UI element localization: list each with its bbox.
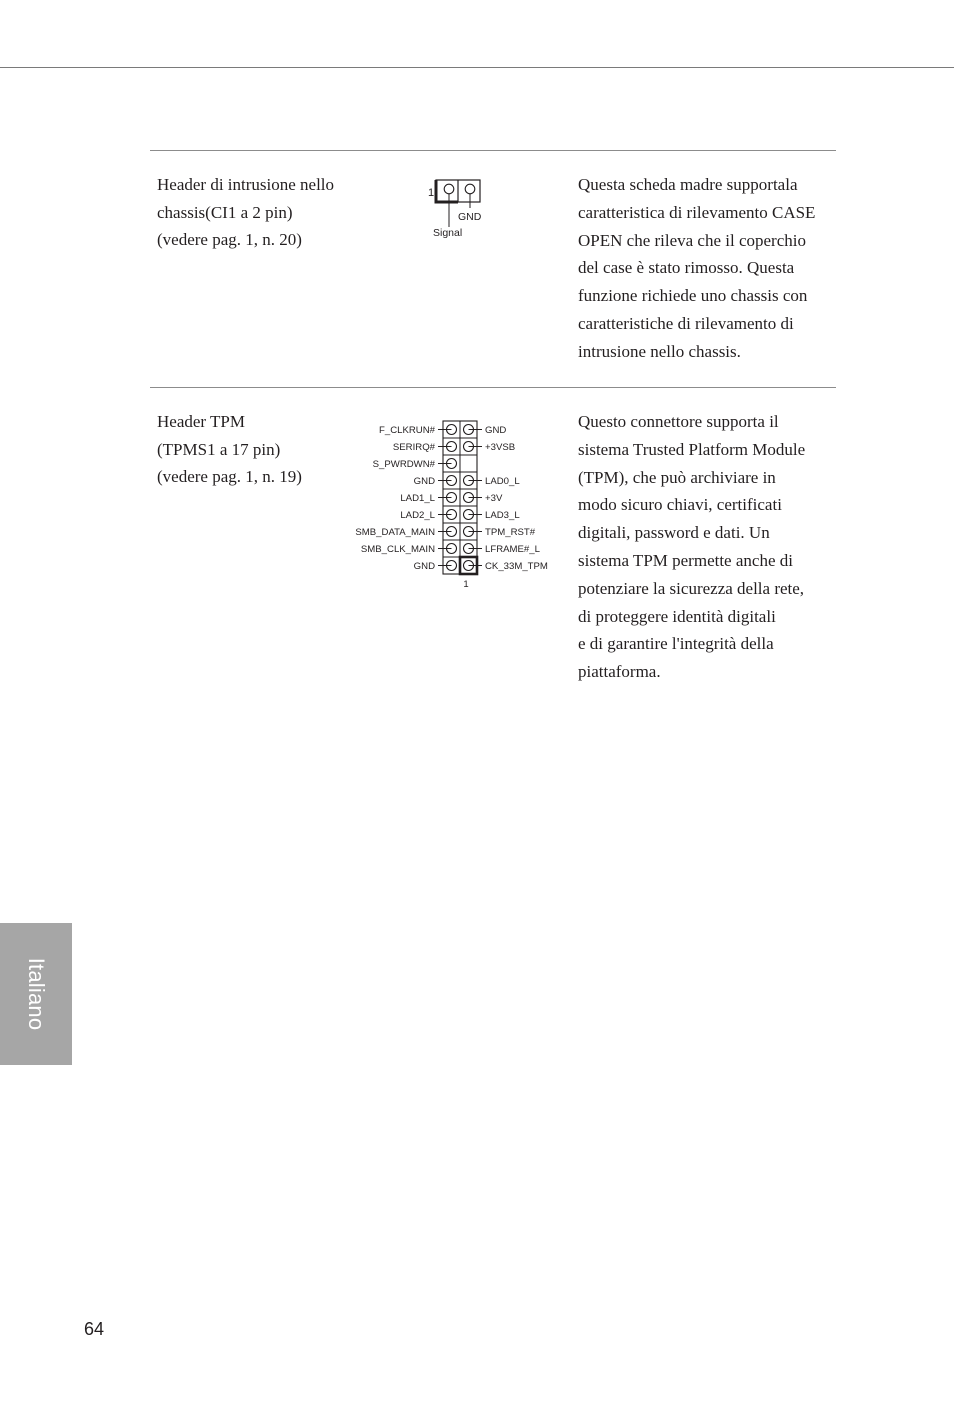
language-side-tab	[0, 923, 72, 1065]
ci1-gnd-label: GND	[458, 211, 482, 223]
tpm-right-pin-label: +3VSB	[485, 441, 516, 453]
tpm-name-line: (vedere pag. 1, n. 19)	[157, 467, 302, 487]
tpm-right-pin-label: LAD0_L	[485, 475, 520, 487]
ci1-name-line: (vedere pag. 1, n. 20)	[157, 230, 302, 250]
tpm-name-line: (TPMS1 a 17 pin)	[157, 439, 281, 459]
ci1-header-name	[157, 171, 372, 254]
tpm-desc-line: Questo connettore supporta il	[578, 412, 779, 431]
page-number: 64	[84, 1319, 105, 1339]
tpm-left-pin-label: SMB_CLK_MAIN	[360, 543, 435, 555]
ci1-name-line: Header di intrusione nello	[157, 175, 335, 194]
tpm-desc-line: modo sicuro chiavi, certificati	[578, 495, 782, 515]
tpm-right-pin-label: LFRAME#_L	[485, 543, 540, 555]
table-row-divider	[150, 150, 836, 151]
tpm-right-pin-label: TPM_RST#	[485, 526, 536, 538]
tpm-pin-diagram	[340, 418, 565, 593]
tpm-right-pin-label: GND	[485, 424, 507, 436]
ci1-pin-diagram	[420, 172, 510, 242]
ci1-desc-line: funzione richiede uno chassis con	[578, 286, 808, 306]
tpm-desc-line: e di garantire l'integrità della	[578, 634, 774, 654]
tpm-desc-line: digitali, password e dati. Un	[578, 523, 770, 543]
tpm-desc-line: di proteggere identità digitali	[578, 606, 776, 626]
tpm-right-pin-label: CK_33M_TPM	[485, 560, 548, 572]
tpm-description	[578, 408, 840, 686]
tpm-left-pin-label: S_PWRDWN#	[372, 458, 435, 470]
tpm-desc-line: (TPM), che può archiviare in	[578, 467, 776, 487]
table-row-divider	[150, 387, 836, 388]
ci1-desc-line: del case è stato rimosso. Questa	[578, 258, 795, 278]
language-tab-label: Italiano	[24, 957, 49, 1031]
tpm-desc-line: piattaforma.	[578, 662, 661, 682]
ci1-pin-circle	[444, 184, 454, 194]
tpm-right-pin-label: +3V	[485, 492, 503, 504]
tpm-left-pin-label: LAD1_L	[400, 492, 435, 504]
ci1-desc-line: caratteristica di rilevamento CASE	[578, 202, 816, 222]
tpm-left-pin-label: GND	[413, 560, 435, 572]
tpm-right-pin-label: LAD3_L	[485, 509, 520, 521]
tpm-left-pin-label: GND	[413, 475, 435, 487]
tpm-pin1-label: 1	[463, 579, 469, 590]
tpm-left-pin-label: SERIRQ#	[392, 441, 435, 453]
header-rule	[0, 67, 954, 68]
tpm-name-line: Header TPM	[157, 412, 245, 431]
ci1-desc-line: Questa scheda madre supportala	[578, 175, 798, 194]
ci1-description	[578, 171, 840, 366]
ci1-desc-line: OPEN che rileva che il coperchio	[578, 230, 806, 250]
ci1-name-line: chassis(CI1 a 2 pin)	[157, 202, 293, 222]
tpm-left-pin-label: LAD2_L	[400, 509, 435, 521]
tpm-left-pin-label: SMB_DATA_MAIN	[355, 526, 435, 538]
tpm-desc-line: sistema TPM permette anche di	[578, 550, 793, 570]
ci1-signal-label: Signal	[433, 227, 463, 239]
tpm-desc-line: potenziare la sicurezza della rete,	[578, 578, 805, 598]
ci1-desc-line: caratteristiche di rilevamento di	[578, 313, 794, 333]
tpm-left-pin-label: F_CLKRUN#	[379, 424, 435, 436]
ci1-pin1-label: 1	[428, 187, 435, 199]
tpm-desc-line: sistema Trusted Platform Module	[578, 439, 806, 459]
ci1-pin-circle	[465, 184, 475, 194]
ci1-desc-line: intrusione nello chassis.	[578, 341, 741, 361]
